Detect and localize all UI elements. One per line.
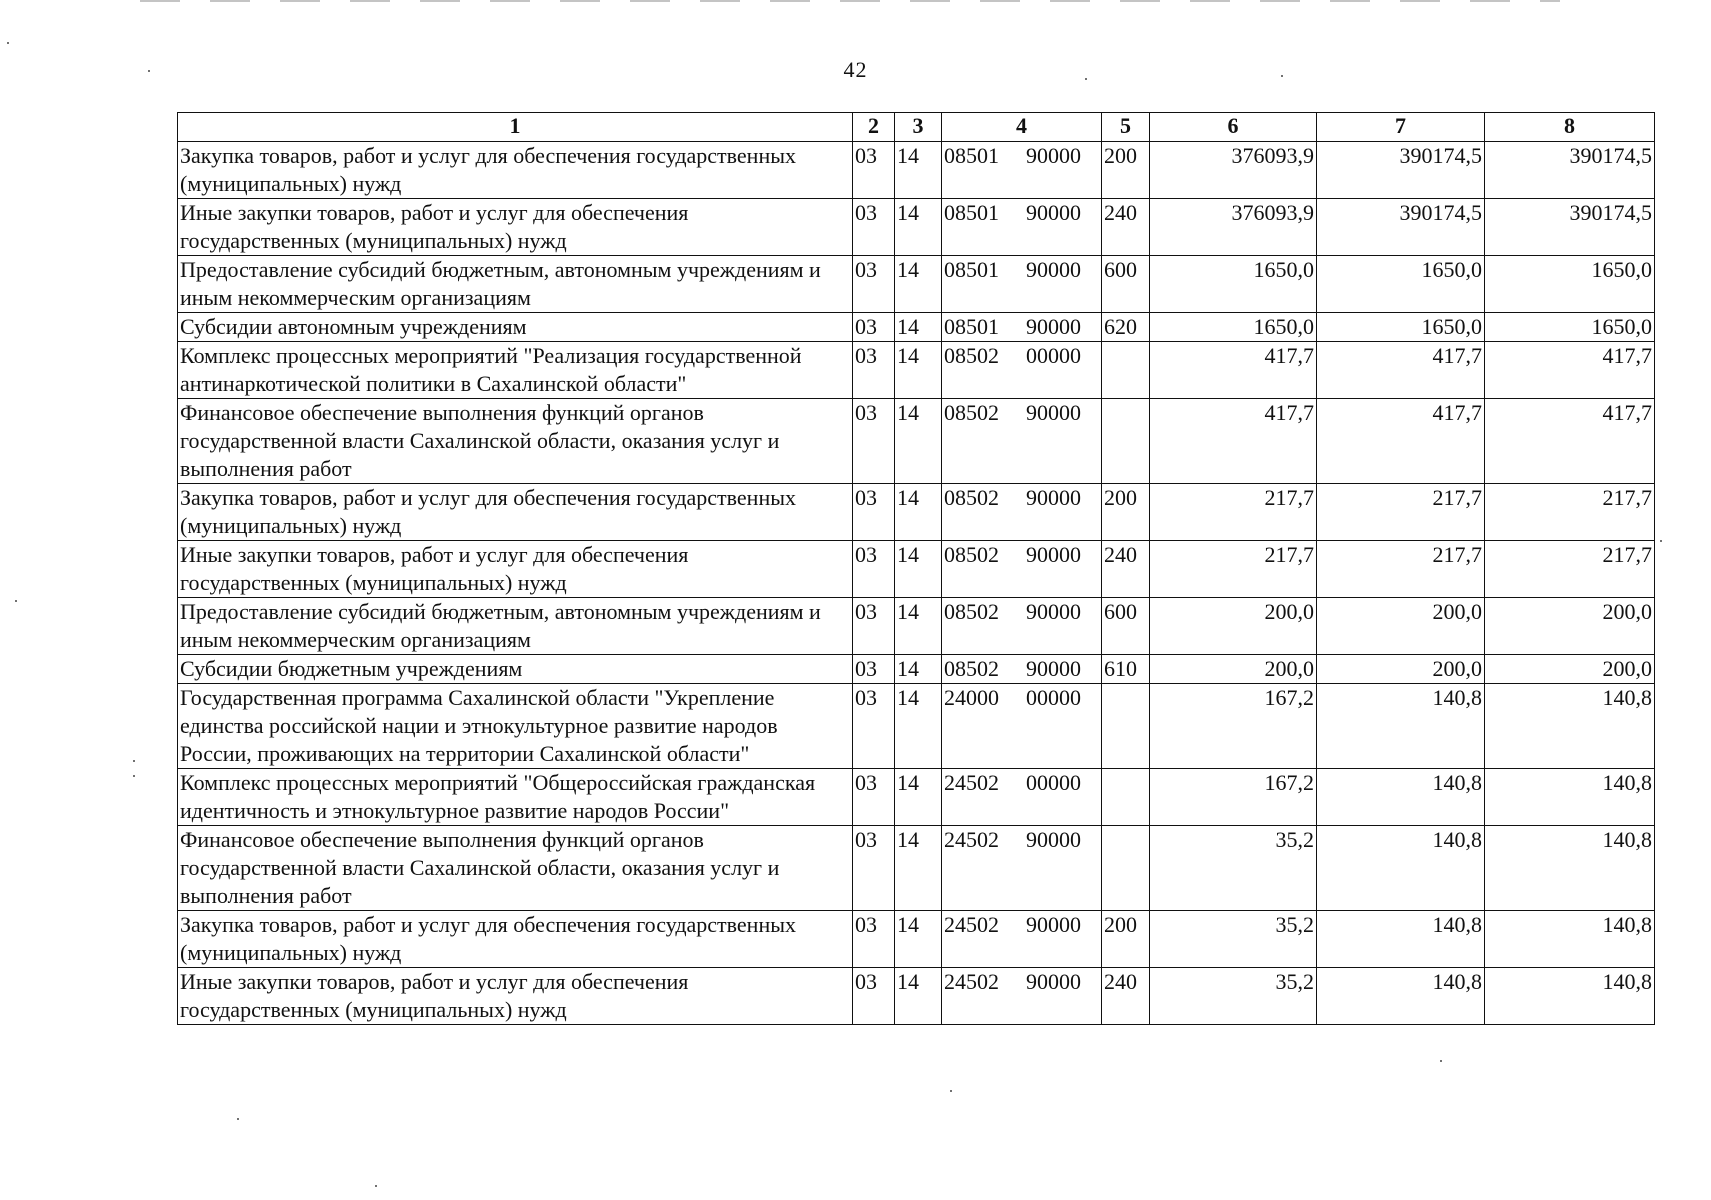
row-name: Закупка товаров, работ и услуг для обеспечения государственных (муниципальных) нужд xyxy=(178,911,853,968)
row-amount-col7: 140,8 xyxy=(1317,826,1485,911)
row-expense-type xyxy=(1102,399,1150,484)
row-amount-col7: 140,8 xyxy=(1317,911,1485,968)
row-amount-col7: 217,7 xyxy=(1317,541,1485,598)
row-expense-type: 200 xyxy=(1102,142,1150,199)
row-amount-col7: 1650,0 xyxy=(1317,256,1485,313)
row-direction-code: 00000 xyxy=(1026,343,1081,368)
row-direction-code: 90000 xyxy=(1026,912,1081,937)
row-amount-col7: 390174,5 xyxy=(1317,199,1485,256)
row-section-code: 03 xyxy=(853,684,895,769)
row-amount-col8: 140,8 xyxy=(1485,826,1655,911)
row-amount-col6: 217,7 xyxy=(1150,541,1317,598)
row-direction-code: 90000 xyxy=(1026,200,1081,225)
row-amount-col8: 140,8 xyxy=(1485,684,1655,769)
row-subsection-code: 14 xyxy=(895,826,942,911)
header-col-1: 1 xyxy=(178,113,853,142)
row-section-code: 03 xyxy=(853,256,895,313)
row-amount-col6: 376093,9 xyxy=(1150,199,1317,256)
row-subsection-code: 14 xyxy=(895,199,942,256)
row-name: Иные закупки товаров, работ и услуг для обеспечения государственных (муниципальных) нужд xyxy=(178,968,853,1025)
row-amount-col8: 140,8 xyxy=(1485,911,1655,968)
row-expense-type xyxy=(1102,826,1150,911)
row-program-code: 08502 xyxy=(944,599,999,624)
row-amount-col7: 390174,5 xyxy=(1317,142,1485,199)
row-expense-type: 600 xyxy=(1102,598,1150,655)
row-name: Государственная программа Сахалинской области "Укрепление единства российской нации и этнокультурное развитие народов России, проживающих на территории Сахалинской области" xyxy=(178,684,853,769)
table-row xyxy=(178,342,1655,399)
row-direction-code: 00000 xyxy=(1026,770,1081,795)
row-name: Субсидии бюджетным учреждениям xyxy=(178,655,853,684)
row-name: Закупка товаров, работ и услуг для обеспечения государственных (муниципальных) нужд xyxy=(178,142,853,199)
header-col-2: 2 xyxy=(853,113,895,142)
row-amount-col6: 167,2 xyxy=(1150,684,1317,769)
row-amount-col6: 376093,9 xyxy=(1150,142,1317,199)
row-name: Предоставление субсидий бюджетным, автономным учреждениям и иным некоммерческим организациям xyxy=(178,598,853,655)
row-amount-col6: 1650,0 xyxy=(1150,256,1317,313)
scan-top-edge xyxy=(140,0,1560,2)
row-amount-col8: 200,0 xyxy=(1485,655,1655,684)
row-target-article xyxy=(942,655,1102,684)
table-row xyxy=(178,313,1655,342)
row-section-code: 03 xyxy=(853,655,895,684)
row-amount-col6: 35,2 xyxy=(1150,826,1317,911)
row-expense-type xyxy=(1102,769,1150,826)
row-program-code: 08502 xyxy=(944,343,999,368)
row-name: Финансовое обеспечение выполнения функций органов государственной власти Сахалинской области, оказания услуг и выполнения работ xyxy=(178,399,853,484)
row-program-code: 08502 xyxy=(944,485,999,510)
header-col-6: 6 xyxy=(1150,113,1317,142)
row-amount-col7: 417,7 xyxy=(1317,342,1485,399)
row-section-code: 03 xyxy=(853,598,895,655)
row-program-code: 24502 xyxy=(944,770,999,795)
row-name: Закупка товаров, работ и услуг для обеспечения государственных (муниципальных) нужд xyxy=(178,484,853,541)
row-section-code: 03 xyxy=(853,769,895,826)
header-col-5: 5 xyxy=(1102,113,1150,142)
table-row xyxy=(178,968,1655,1025)
row-target-article xyxy=(942,911,1102,968)
row-program-code: 24502 xyxy=(944,912,999,937)
row-section-code: 03 xyxy=(853,142,895,199)
row-amount-col7: 140,8 xyxy=(1317,968,1485,1025)
row-amount-col6: 35,2 xyxy=(1150,911,1317,968)
table-row xyxy=(178,484,1655,541)
row-target-article xyxy=(942,968,1102,1025)
row-target-article xyxy=(942,769,1102,826)
row-target-article xyxy=(942,484,1102,541)
row-expense-type: 240 xyxy=(1102,199,1150,256)
row-direction-code: 90000 xyxy=(1026,143,1081,168)
row-amount-col6: 417,7 xyxy=(1150,399,1317,484)
row-amount-col7: 140,8 xyxy=(1317,684,1485,769)
row-subsection-code: 14 xyxy=(895,911,942,968)
row-subsection-code: 14 xyxy=(895,968,942,1025)
row-subsection-code: 14 xyxy=(895,256,942,313)
row-expense-type: 620 xyxy=(1102,313,1150,342)
row-target-article xyxy=(942,541,1102,598)
row-amount-col8: 390174,5 xyxy=(1485,142,1655,199)
row-subsection-code: 14 xyxy=(895,769,942,826)
row-section-code: 03 xyxy=(853,313,895,342)
row-subsection-code: 14 xyxy=(895,655,942,684)
row-subsection-code: 14 xyxy=(895,541,942,598)
row-name: Иные закупки товаров, работ и услуг для обеспечения государственных (муниципальных) нужд xyxy=(178,199,853,256)
row-section-code: 03 xyxy=(853,911,895,968)
row-target-article xyxy=(942,342,1102,399)
row-section-code: 03 xyxy=(853,826,895,911)
row-program-code: 08501 xyxy=(944,314,999,339)
row-target-article xyxy=(942,826,1102,911)
row-amount-col7: 417,7 xyxy=(1317,399,1485,484)
budget-table xyxy=(177,112,1655,1025)
header-col-8: 8 xyxy=(1485,113,1655,142)
row-amount-col7: 200,0 xyxy=(1317,655,1485,684)
row-subsection-code: 14 xyxy=(895,342,942,399)
row-subsection-code: 14 xyxy=(895,399,942,484)
row-amount-col7: 140,8 xyxy=(1317,769,1485,826)
row-program-code: 08501 xyxy=(944,257,999,282)
row-program-code: 08502 xyxy=(944,656,999,681)
row-name: Финансовое обеспечение выполнения функций органов государственной власти Сахалинской области, оказания услуг и выполнения работ xyxy=(178,826,853,911)
row-direction-code: 90000 xyxy=(1026,656,1081,681)
row-section-code: 03 xyxy=(853,968,895,1025)
row-subsection-code: 14 xyxy=(895,684,942,769)
table-row xyxy=(178,256,1655,313)
row-amount-col8: 1650,0 xyxy=(1485,313,1655,342)
row-program-code: 24000 xyxy=(944,685,999,710)
table-row xyxy=(178,598,1655,655)
header-row xyxy=(178,113,1655,142)
row-amount-col8: 140,8 xyxy=(1485,769,1655,826)
row-target-article xyxy=(942,684,1102,769)
row-amount-col8: 1650,0 xyxy=(1485,256,1655,313)
row-expense-type: 240 xyxy=(1102,968,1150,1025)
row-program-code: 24502 xyxy=(944,969,999,994)
row-name: Предоставление субсидий бюджетным, автономным учреждениям и иным некоммерческим организациям xyxy=(178,256,853,313)
row-section-code: 03 xyxy=(853,541,895,598)
row-section-code: 03 xyxy=(853,199,895,256)
row-subsection-code: 14 xyxy=(895,484,942,541)
row-section-code: 03 xyxy=(853,399,895,484)
table-row xyxy=(178,142,1655,199)
row-amount-col6: 1650,0 xyxy=(1150,313,1317,342)
row-name: Иные закупки товаров, работ и услуг для обеспечения государственных (муниципальных) нужд xyxy=(178,541,853,598)
table-row xyxy=(178,199,1655,256)
table-row xyxy=(178,541,1655,598)
row-amount-col8: 217,7 xyxy=(1485,541,1655,598)
row-expense-type: 600 xyxy=(1102,256,1150,313)
row-section-code: 03 xyxy=(853,484,895,541)
row-expense-type: 610 xyxy=(1102,655,1150,684)
row-program-code: 08501 xyxy=(944,143,999,168)
row-target-article xyxy=(942,199,1102,256)
row-amount-col7: 217,7 xyxy=(1317,484,1485,541)
row-amount-col6: 200,0 xyxy=(1150,598,1317,655)
table-body xyxy=(178,142,1655,1025)
row-expense-type xyxy=(1102,684,1150,769)
table-row xyxy=(178,911,1655,968)
row-program-code: 08501 xyxy=(944,200,999,225)
table-row xyxy=(178,655,1655,684)
row-subsection-code: 14 xyxy=(895,598,942,655)
row-subsection-code: 14 xyxy=(895,313,942,342)
row-amount-col7: 200,0 xyxy=(1317,598,1485,655)
row-section-code: 03 xyxy=(853,342,895,399)
row-amount-col8: 390174,5 xyxy=(1485,199,1655,256)
row-direction-code: 90000 xyxy=(1026,599,1081,624)
row-direction-code: 90000 xyxy=(1026,969,1081,994)
row-name: Субсидии автономным учреждениям xyxy=(178,313,853,342)
header-col-3: 3 xyxy=(895,113,942,142)
row-expense-type: 200 xyxy=(1102,484,1150,541)
row-direction-code: 90000 xyxy=(1026,257,1081,282)
row-amount-col6: 35,2 xyxy=(1150,968,1317,1025)
row-target-article xyxy=(942,313,1102,342)
row-amount-col6: 200,0 xyxy=(1150,655,1317,684)
row-target-article xyxy=(942,256,1102,313)
header-col-4: 4 xyxy=(942,113,1102,142)
row-amount-col7: 1650,0 xyxy=(1317,313,1485,342)
row-direction-code: 90000 xyxy=(1026,485,1081,510)
row-amount-col6: 417,7 xyxy=(1150,342,1317,399)
row-amount-col8: 417,7 xyxy=(1485,399,1655,484)
row-subsection-code: 14 xyxy=(895,142,942,199)
row-amount-col8: 140,8 xyxy=(1485,968,1655,1025)
row-direction-code: 00000 xyxy=(1026,685,1081,710)
row-target-article xyxy=(942,399,1102,484)
row-program-code: 24502 xyxy=(944,827,999,852)
page-number: 42 xyxy=(843,57,868,82)
row-amount-col6: 167,2 xyxy=(1150,769,1317,826)
row-direction-code: 90000 xyxy=(1026,400,1081,425)
row-name: Комплекс процессных мероприятий "Общероссийская гражданская идентичность и этнокультурное развитие народов России" xyxy=(178,769,853,826)
row-name: Комплекс процессных мероприятий "Реализация государственной антинаркотической политики в Сахалинской области" xyxy=(178,342,853,399)
row-program-code: 08502 xyxy=(944,542,999,567)
row-expense-type: 200 xyxy=(1102,911,1150,968)
header-col-7: 7 xyxy=(1317,113,1485,142)
row-direction-code: 90000 xyxy=(1026,542,1081,567)
row-expense-type xyxy=(1102,342,1150,399)
row-target-article xyxy=(942,598,1102,655)
row-amount-col6: 217,7 xyxy=(1150,484,1317,541)
table-row xyxy=(178,684,1655,769)
table-row xyxy=(178,826,1655,911)
row-expense-type: 240 xyxy=(1102,541,1150,598)
row-direction-code: 90000 xyxy=(1026,314,1081,339)
row-amount-col8: 417,7 xyxy=(1485,342,1655,399)
table-row xyxy=(178,399,1655,484)
row-direction-code: 90000 xyxy=(1026,827,1081,852)
table-row xyxy=(178,769,1655,826)
row-program-code: 08502 xyxy=(944,400,999,425)
row-target-article xyxy=(942,142,1102,199)
row-amount-col8: 200,0 xyxy=(1485,598,1655,655)
row-amount-col8: 217,7 xyxy=(1485,484,1655,541)
